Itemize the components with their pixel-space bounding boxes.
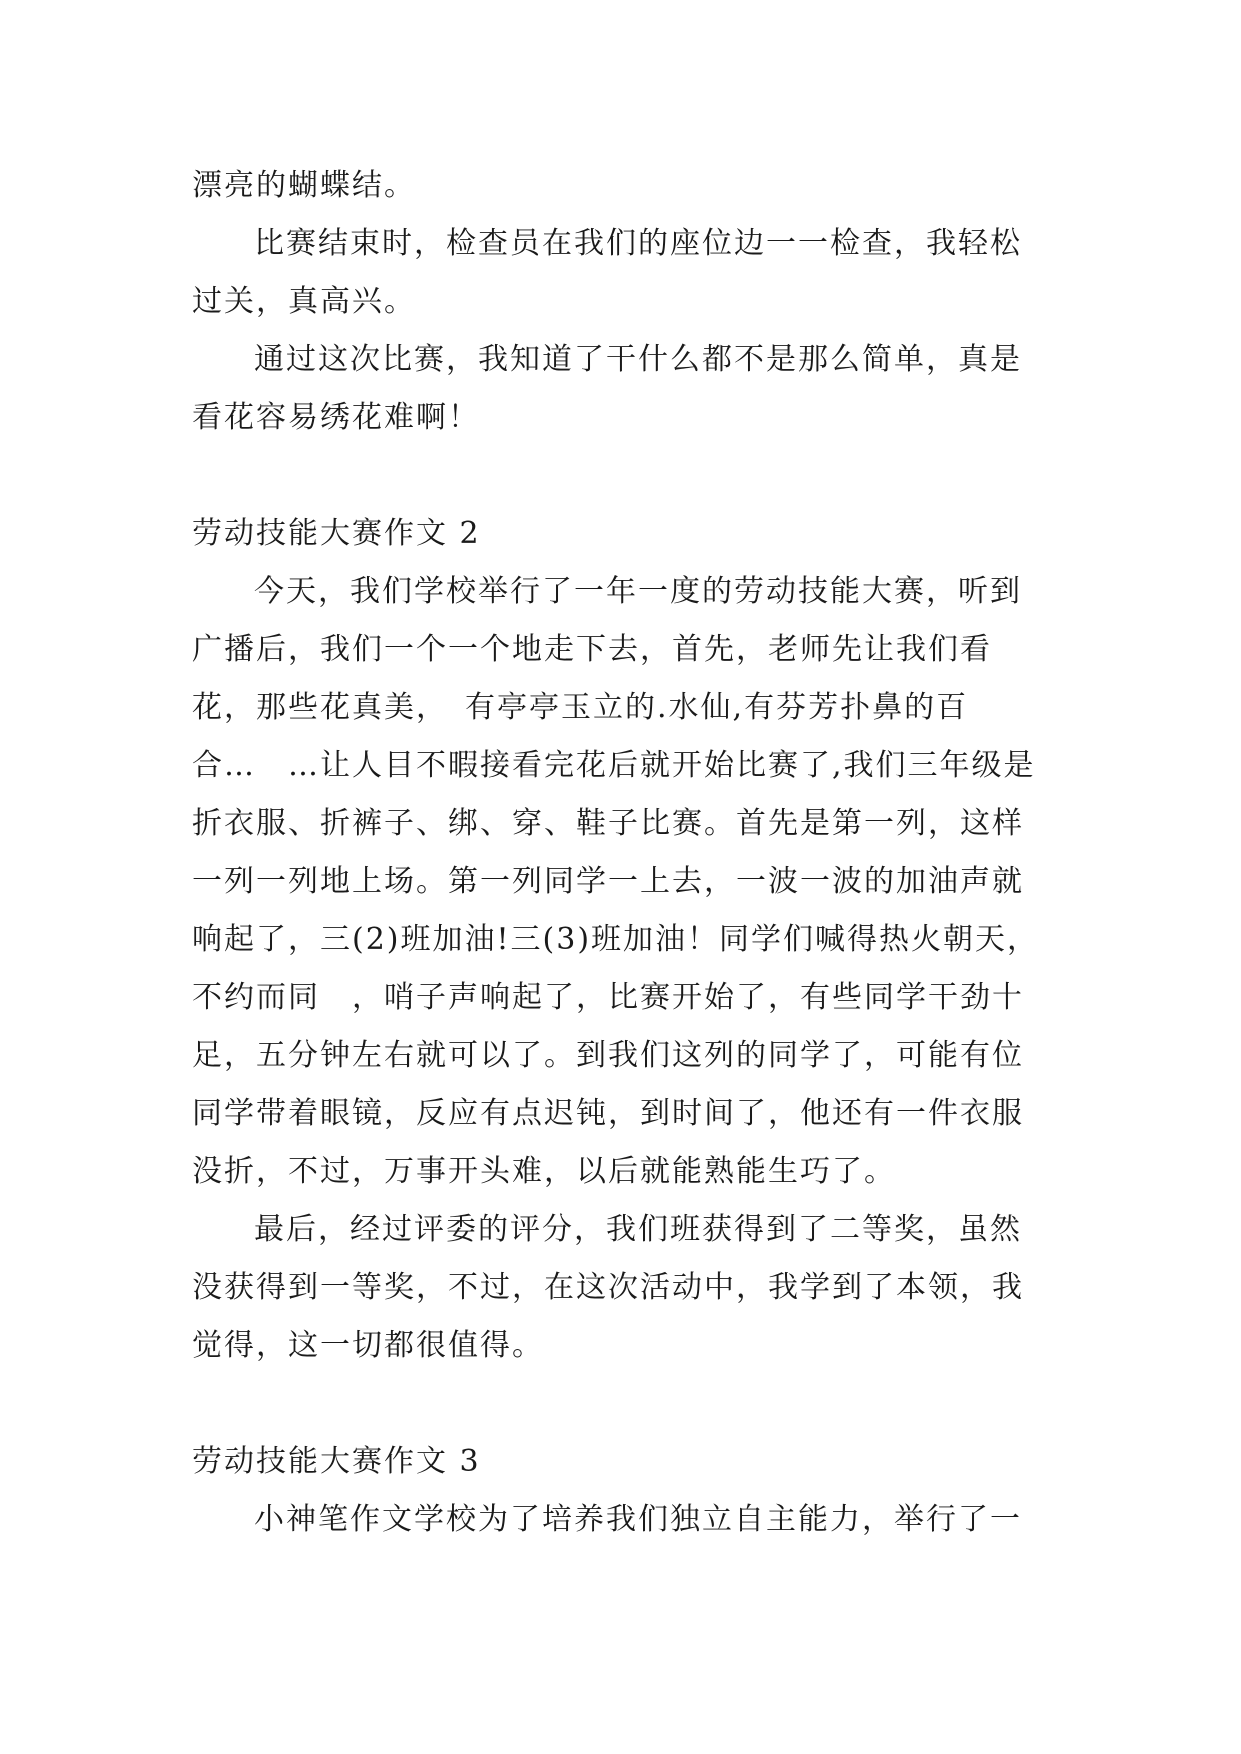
paragraph: 最后，经过评委的评分，我们班获得到了二等奖，虽然没获得到一等奖，不过，在这次活动中，我学到了本领，我觉得，这一切都很值得。 — [192, 1212, 1024, 1363]
section-title: 劳动技能大赛作文 2 — [192, 516, 481, 551]
section-title: 劳动技能大赛作文 3 — [192, 1444, 481, 1479]
paragraph: 今天，我们学校举行了一年一度的劳动技能大赛，听到广播后，我们一个一个地走下去，首先，老师先让我们看花，那些花真美， 有亭亭玉立的.水仙,有芬芳扑鼻的百合… …让人目不暇接看完花后就开始比赛了,我们三年级是折衣服、折裤子、绑、穿、鞋子比赛。首先是第一列，这样一列一列地上场。第一列同学一上去，一波一波的加油声就响起了，三(2)班加油!三(3)班加油！同学们喊得热火朝天，不约而同 ，哨子声响起了，比赛开始了，有些同学干劲十足，五分钟左右就可以了。到我们这列的同学了，可能有位同学带着眼镜，反应有点迟钝，到时间了，他还有一件衣服没折，不过，万事开头难，以后就能熟能生巧了。 — [192, 574, 1040, 1189]
document-body — [192, 157, 1048, 1549]
paragraph: 通过这次比赛，我知道了干什么都不是那么简单，真是看花容易绣花难啊！ — [192, 342, 1022, 435]
paragraph-continuation: 漂亮的蝴蝶结。 — [192, 168, 416, 203]
paragraph: 比赛结束时，检查员在我们的座位边一一检查，我轻松过关，真高兴。 — [192, 226, 1022, 319]
paragraph: 小神笔作文学校为了培养我们独立自主能力，举行了一 — [254, 1502, 1022, 1537]
